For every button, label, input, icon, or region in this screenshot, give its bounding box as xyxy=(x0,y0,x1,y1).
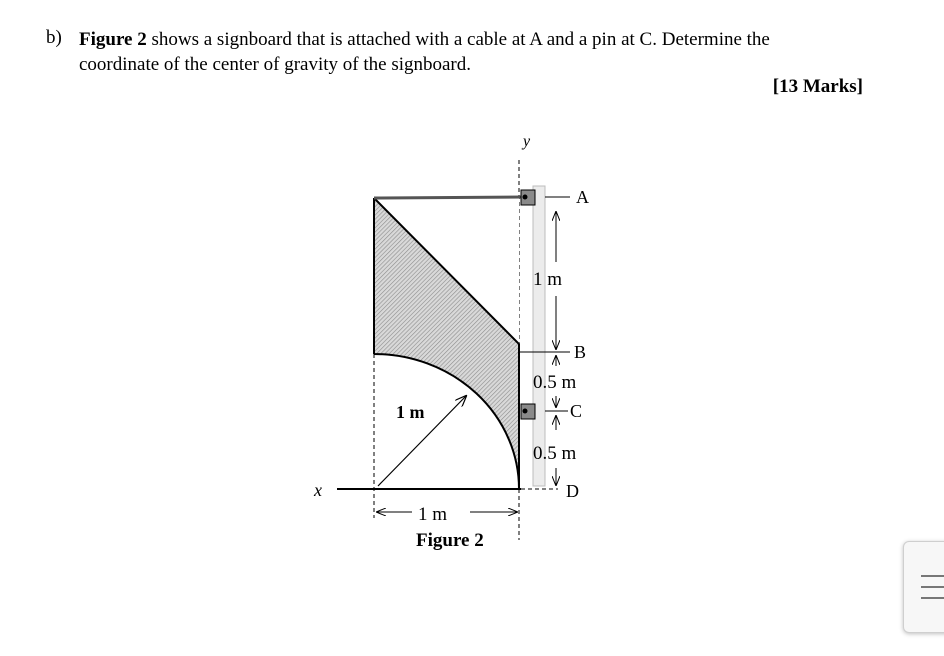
menu-bar-icon xyxy=(921,597,944,599)
radius-label: 1 m xyxy=(396,402,425,422)
menu-bar-icon xyxy=(921,575,944,577)
y-axis-label: y xyxy=(523,133,531,150)
dim-bc-label: 0.5 m xyxy=(533,372,577,393)
figure-caption: Figure 2 xyxy=(416,530,484,551)
dim-ab-label: 1 m xyxy=(533,269,563,290)
question-line2: coordinate of the center of gravity of the signboard. xyxy=(79,54,471,75)
menu-bar-icon xyxy=(921,586,944,588)
figure-2-diagram xyxy=(300,120,640,560)
wall-strip xyxy=(533,186,545,486)
marks-label: [13 Marks] xyxy=(772,76,863,97)
x-axis-label: x xyxy=(314,480,322,500)
question-text xyxy=(79,27,879,77)
label-a: A xyxy=(576,187,589,207)
dim-cd-label: 0.5 m xyxy=(533,443,577,464)
side-panel-toggle-button[interactable] xyxy=(903,541,944,633)
label-b: B xyxy=(574,342,587,362)
width-label: 1 m xyxy=(418,504,448,525)
question-line1: shows a signboard that is attached with a cable at A and a pin at C. Determine the xyxy=(151,29,770,50)
pin-a-dot xyxy=(523,195,528,200)
label-c: C xyxy=(570,401,583,421)
pin-c-dot xyxy=(523,409,528,414)
question-label: b) xyxy=(46,27,62,48)
figure-reference: Figure 2 xyxy=(79,29,147,50)
label-d: D xyxy=(566,481,579,501)
cable-a xyxy=(374,197,525,198)
